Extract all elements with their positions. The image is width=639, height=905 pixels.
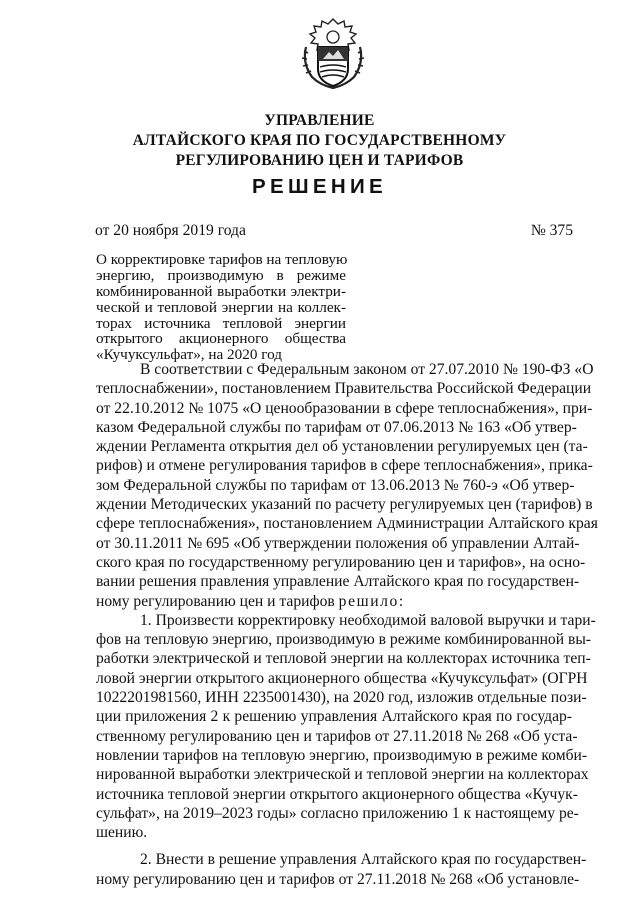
item-2-paragraph xyxy=(96,850,587,889)
decision-date: от 20 ноября 2019 года xyxy=(95,222,246,239)
text-line: зом Федеральной службы по тарифам от 13.06.2013 № 760-э «Об утвер- xyxy=(96,476,575,494)
text-line: фов на тепловую энергию, производимую в режиме комбинированной вы- xyxy=(96,631,591,649)
authority-line: РЕГУЛИРОВАНИЮ ЦЕН И ТАРИФОВ xyxy=(175,152,464,169)
document-type-heading: РЕШЕНИЕ xyxy=(252,175,387,198)
authority-line: АЛТАЙСКОГО КРАЯ ПО ГОСУДАРСТВЕННОМУ xyxy=(132,132,507,149)
text-line: ждении Регламента открытия дел об установлении регулируемых цен (та- xyxy=(96,438,588,456)
text-line: казом Федеральной службы по тарифам от 07.06.2013 № 163 «Об утвер- xyxy=(96,418,577,436)
text-line: от 22.10.2012 № 1075 «О ценообразовании в сфере теплоснабжения», при- xyxy=(96,399,593,417)
decided-keyword: решило: xyxy=(338,592,405,610)
preamble-end: ному регулированию цен и тарифов xyxy=(96,592,335,610)
text-line: 1. Произвести корректировку необходимой валовой выручки и тари- xyxy=(140,611,596,629)
decision-subject xyxy=(96,252,346,363)
text-line: ловой энергии открытого акционерного общества «Кучуксульфат» (ОГРН xyxy=(96,669,588,687)
decision-body xyxy=(96,360,598,889)
text-line: ному регулированию цен и тарифов от 27.11.2018 № 268 «Об установле- xyxy=(96,870,580,888)
text-line: шению. xyxy=(96,824,148,842)
subject-line: торах источника тепловой энергии xyxy=(96,314,346,332)
text-line: теплоснабжении», постановлением Правительства Российской Федерации xyxy=(96,380,592,398)
text-line: ственному регулированию цен и тарифов от 27.11.2018 № 268 «Об уста- xyxy=(96,727,578,745)
text-line: сульфат», на 2019–2023 годы» согласно приложению 1 к настоящему ре- xyxy=(96,804,579,822)
text-line: 2. Внести в решение управления Алтайского края по государствен- xyxy=(140,851,587,869)
text-line: ждении Методических указаний по расчету регулируемых цен (тарифов) в xyxy=(96,496,593,514)
text-line: 1022201981560, ИНН 2235001430), на 2020 год, изложив отдельные пози- xyxy=(96,689,587,707)
subject-line: открытого акционерного общества xyxy=(96,330,346,348)
text-line xyxy=(96,592,572,611)
text-line: сфере теплоснабжения», постановлением Администрации Алтайского края xyxy=(96,515,598,533)
text-line: ского края по государственному регулированию цен и тарифов», на осно- xyxy=(96,553,586,571)
coat-of-arms-icon xyxy=(298,17,368,89)
text-line: ции приложения 2 к решению управления Алтайского края по государ- xyxy=(96,708,572,726)
subject-line: энергию, производимую в режиме xyxy=(96,266,346,284)
item-1-paragraph xyxy=(96,611,596,843)
text-line: от 30.11.2011 № 695 «Об утверждении положения об управлении Алтай- xyxy=(96,534,580,552)
text-line: новлении тарифов на тепловую энергию, производимую в режиме комби- xyxy=(96,746,588,764)
text-line: вании решения правления управление Алтайского края по государствен- xyxy=(96,573,580,591)
paragraph-gap xyxy=(96,842,572,850)
text-line: источника тепловой энергии открытого акционерного общества «Кучук- xyxy=(96,785,578,803)
decision-number: № 375 xyxy=(530,222,573,239)
text-line: работки электрической и тепловой энергии на коллекторах источника теп- xyxy=(96,650,591,668)
preamble-paragraph xyxy=(96,360,598,611)
subject-line: ческой и тепловой энергии на коллек- xyxy=(96,298,346,316)
authority-line: УПРАВЛЕНИЕ xyxy=(264,112,375,129)
text-line: рифов) и отмене регулирования тарифов в сфере теплоснабжения», прика- xyxy=(96,457,593,475)
text-line: нированной выработки электрической и тепловой энергии на коллекторах xyxy=(96,766,589,784)
text-line: В соответствии с Федеральным законом от 27.07.2010 № 190-ФЗ «О xyxy=(140,361,594,378)
subject-line: О корректировке тарифов на тепловую xyxy=(96,251,348,268)
subject-line: комбинированной выработки электри- xyxy=(96,282,346,300)
subject-line: «Кучуксульфат», на 2020 год xyxy=(96,346,282,364)
issuing-authority xyxy=(0,111,639,171)
